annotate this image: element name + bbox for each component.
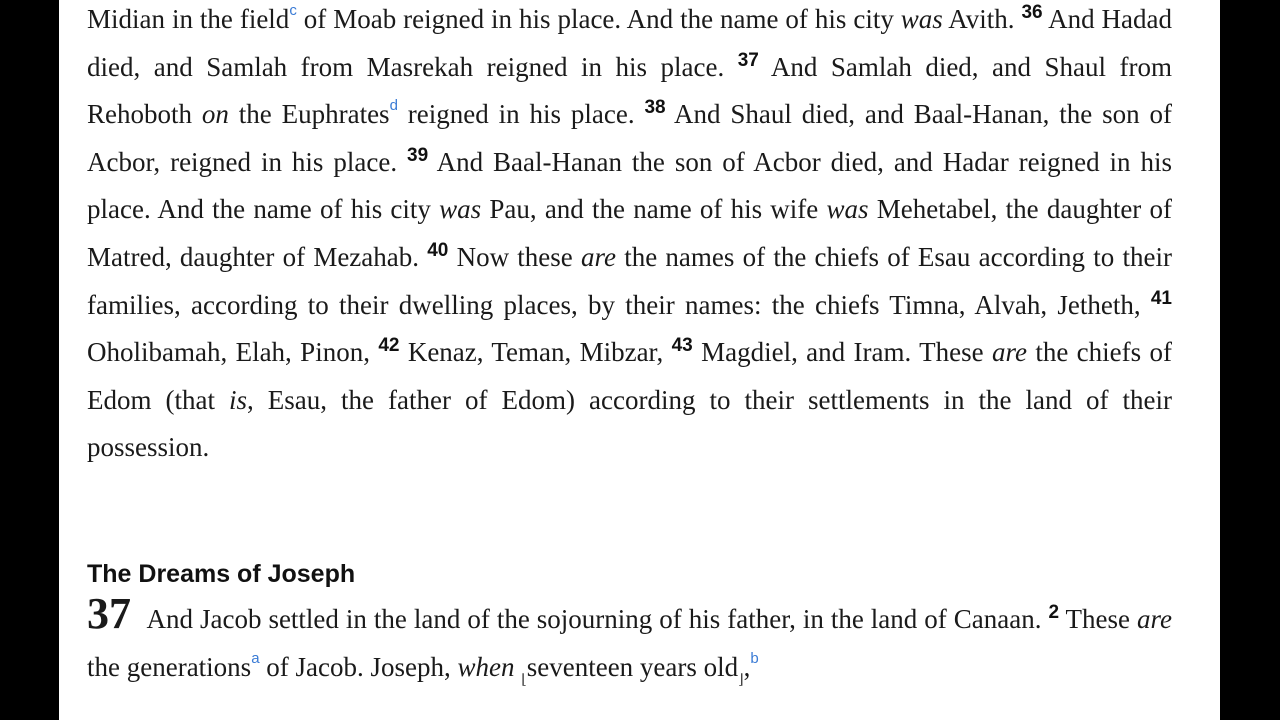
verse-number-2: 2 xyxy=(1048,602,1060,623)
footnote-a[interactable]: a xyxy=(251,649,260,667)
footnote-d[interactable]: d xyxy=(389,97,398,115)
text: of Jacob. Joseph, xyxy=(259,651,458,682)
text: Kenaz, Teman, Mibzar, xyxy=(399,337,672,368)
text: Oholibamah, Elah, Pinon, xyxy=(87,337,379,368)
verse-number-41: 41 xyxy=(1150,287,1172,309)
italic-text: was xyxy=(439,194,482,225)
text: Midian in the field xyxy=(87,4,290,34)
verse-number-43: 43 xyxy=(671,335,693,357)
text: These xyxy=(1059,604,1137,634)
passage-genesis-36 xyxy=(87,0,1172,472)
text: Pau, and the name of his wife xyxy=(481,194,827,225)
text: the Euphrates xyxy=(228,99,390,130)
translation-bracket-open: ⌊ xyxy=(521,672,527,688)
text: the chiefs of Edom (that xyxy=(87,337,1173,415)
verse-number-36: 36 xyxy=(1021,2,1043,23)
italic-text: are xyxy=(1137,604,1172,634)
text: Magdiel, and Iram. These xyxy=(692,337,992,368)
text: Avith. xyxy=(942,4,1022,34)
content xyxy=(87,0,1173,688)
text: , xyxy=(743,651,751,682)
text: And Shaul died, and Baal-Hanan, the son of Acbor, reigned in his place. xyxy=(87,99,1172,177)
translation-bracket-close: ⌋ xyxy=(738,672,744,688)
text: And Jacob settled in the land of the sojourning of his father, in the land of Canaan. xyxy=(141,604,1049,634)
verse-number-39: 39 xyxy=(407,144,429,166)
text: Now these xyxy=(448,241,581,272)
text: And Samlah died, and Shaul from Rehoboth xyxy=(87,51,1172,130)
footnote-b[interactable]: b xyxy=(750,649,759,667)
verse-number-42: 42 xyxy=(378,335,400,357)
text: Mehetabel, the daughter of Matred, daughter of Mezahab. xyxy=(87,194,1172,272)
italic-text: are xyxy=(991,337,1027,368)
italic-text: on xyxy=(201,99,229,130)
text: And Hadad died, and Samlah from Masrekah reigned in his place. xyxy=(87,4,1173,82)
verse-number-38: 38 xyxy=(644,97,666,119)
page xyxy=(59,0,1220,720)
chapter-number: 37 xyxy=(87,589,131,638)
text: seventeen years old xyxy=(526,651,739,682)
italic-text: are xyxy=(581,241,616,272)
text: reigned in his place. xyxy=(397,99,645,130)
verse-number-40: 40 xyxy=(427,239,449,261)
text: of Moab reigned in his place. And the name of his city xyxy=(296,4,901,34)
italic-text: when xyxy=(457,651,515,682)
section-heading: The Dreams of Joseph xyxy=(87,560,356,588)
italic-text: is xyxy=(229,384,248,415)
text: the generations xyxy=(87,651,252,682)
verse-number-37: 37 xyxy=(737,49,759,71)
text: And Baal-Hanan the son of Acbor died, and Hadar reigned in his place. And the name of his city xyxy=(87,146,1172,225)
footnote-c[interactable]: c xyxy=(289,2,297,19)
italic-text: was xyxy=(826,194,869,225)
italic-text: was xyxy=(900,4,943,34)
passage-genesis-37 xyxy=(87,589,1172,691)
text: , Esau, the father of Edom) according to their settlements in the land of their possession. xyxy=(87,384,1172,463)
text: the names of the chiefs of Esau according to their families, according to their dwelling places, by their names: the chiefs Timna, Alvah, Jetheth, xyxy=(87,241,1172,320)
